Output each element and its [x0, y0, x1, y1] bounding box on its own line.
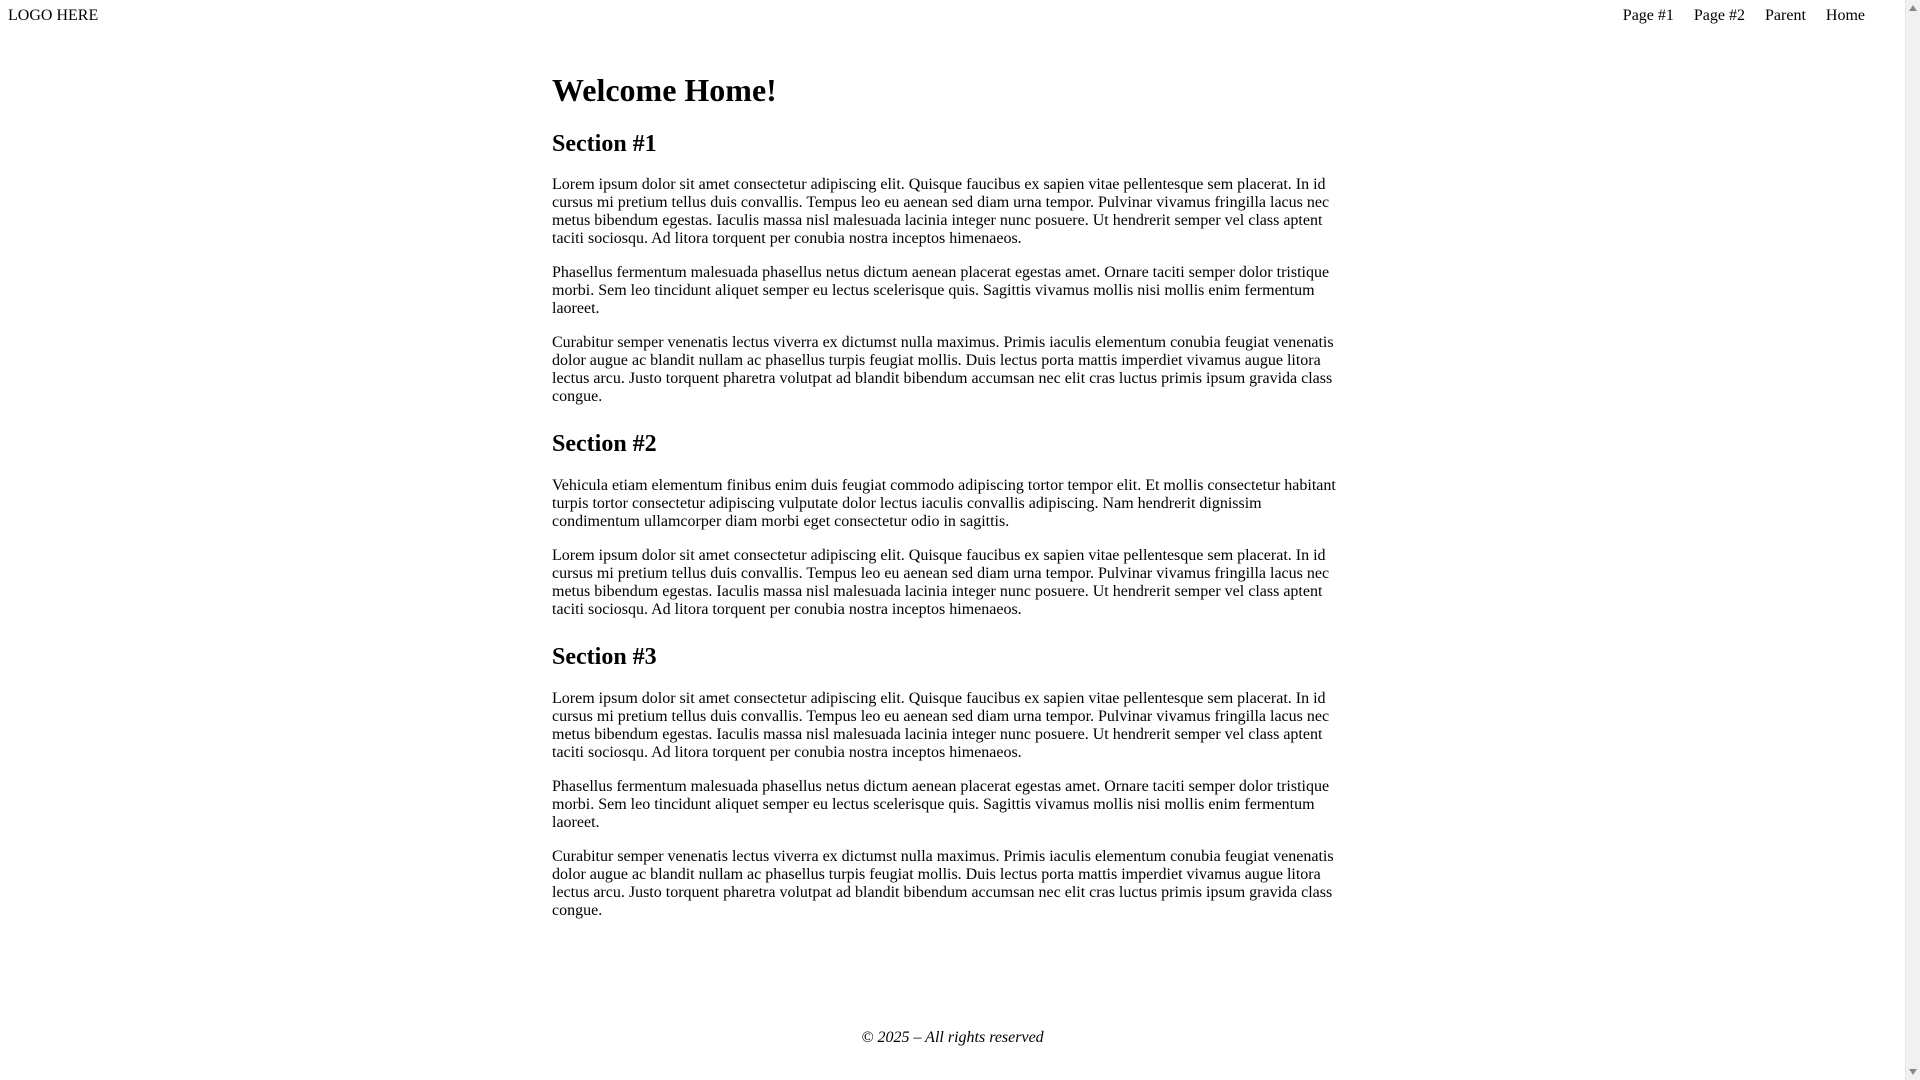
nav-link-page-2[interactable]: Page #2: [1693, 7, 1746, 24]
nav-link-page-1[interactable]: Page #1: [1622, 7, 1674, 24]
vertical-scrollbar[interactable]: [1905, 0, 1920, 1080]
section-paragraph: Curabitur semper venenatis lectus viverra ex dictumst nulla maximus. Primis iaculis elementum conubia feugiat venenatis dolor augue ac blandit nullam ac phasellus turpis feugiat mollis. Duis lectus porta mattis imperdiet vivamus augue litora lectus arcu. Justo torquent pharetra volutpat ad blandit bibendum accumsan nec elit cras luctus primis ipsum gravida class congue.: [552, 847, 1334, 919]
section-spacer: [552, 635, 1340, 644]
section-paragraph: Phasellus fermentum malesuada phasellus netus dictum aenean placerat egestas amet. Ornare taciti semper dolor tristique morbi. Sem leo tincidunt aliquet semper eu lectus scelerisque quis. Sagittis vivamus mollis nisi mollis enim fermentum laoreet.: [552, 264, 1330, 318]
scroll-up-arrow-icon[interactable]: [1909, 5, 1917, 11]
nav-link-parent[interactable]: Parent: [1765, 7, 1806, 24]
top-bar: [8, 7, 1865, 27]
section-3: [552, 644, 1340, 920]
page-title: Welcome Home!: [552, 72, 777, 108]
section-paragraph: Vehicula etiam elementum finibus enim duis feugiat commodo adipiscing tortor tempor elit. Et mollis consectetur habitant turpis tortor consectetur adipiscing vulputate dolor lectus iaculis convallis adipiscing. Nam hendrerit dignissim condimentum ullamcorper diam morbi eget consectetur odio in sagittis.: [552, 476, 1336, 530]
section-heading: Section #3: [552, 643, 657, 670]
footer: [0, 1029, 1905, 1047]
main-nav: [1623, 7, 1865, 25]
copyright-text: © 2025 – All rights reserved: [861, 1029, 1044, 1046]
section-1: [552, 131, 1340, 407]
section-paragraph: Lorem ipsum dolor sit amet consectetur adipiscing elit. Quisque faucibus ex sapien vitae pellentesque sem placerat. In id cursus mi pretium tellus duis convallis. Tempus leo eu aenean sed diam urna tempor. Pulvinar vivamus fringilla lacus nec metus bibendum egestas. Iaculis massa nisl malesuada lacinia integer nunc posuere. Ut hendrerit semper vel class aptent taciti sociosqu. Ad litora torquent per conubia nostra inceptos himenaeos.: [552, 546, 1330, 618]
section-paragraph: Phasellus fermentum malesuada phasellus netus dictum aenean placerat egestas amet. Ornare taciti semper dolor tristique morbi. Sem leo tincidunt aliquet semper eu lectus scelerisque quis. Sagittis vivamus mollis nisi mollis enim fermentum laoreet.: [552, 777, 1330, 831]
section-spacer: [552, 422, 1340, 431]
section-heading: Section #2: [552, 431, 657, 458]
section-2: [552, 431, 1340, 619]
logo-text: LOGO HERE: [8, 7, 99, 24]
scroll-down-arrow-icon[interactable]: [1909, 1069, 1917, 1075]
section-paragraph: Curabitur semper venenatis lectus viverra ex dictumst nulla maximus. Primis iaculis elementum conubia feugiat venenatis dolor augue ac blandit nullam ac phasellus turpis feugiat mollis. Duis lectus porta mattis imperdiet vivamus augue litora lectus arcu. Justo torquent pharetra volutpat ad blandit bibendum accumsan nec elit cras luctus primis ipsum gravida class congue.: [552, 334, 1334, 406]
main-content: [552, 72, 1340, 936]
section-paragraph: Lorem ipsum dolor sit amet consectetur adipiscing elit. Quisque faucibus ex sapien vitae pellentesque sem placerat. In id cursus mi pretium tellus duis convallis. Tempus leo eu aenean sed diam urna tempor. Pulvinar vivamus fringilla lacus nec metus bibendum egestas. Iaculis massa nisl malesuada lacinia integer nunc posuere. Ut hendrerit semper vel class aptent taciti sociosqu. Ad litora torquent per conubia nostra inceptos himenaeos.: [552, 176, 1330, 248]
nav-link-home[interactable]: Home: [1825, 7, 1865, 24]
section-heading: Section #1: [552, 130, 657, 157]
section-paragraph: Lorem ipsum dolor sit amet consectetur adipiscing elit. Quisque faucibus ex sapien vitae pellentesque sem placerat. In id cursus mi pretium tellus duis convallis. Tempus leo eu aenean sed diam urna tempor. Pulvinar vivamus fringilla lacus nec metus bibendum egestas. Iaculis massa nisl malesuada lacinia integer nunc posuere. Ut hendrerit semper vel class aptent taciti sociosqu. Ad litora torquent per conubia nostra inceptos himenaeos.: [552, 689, 1330, 761]
